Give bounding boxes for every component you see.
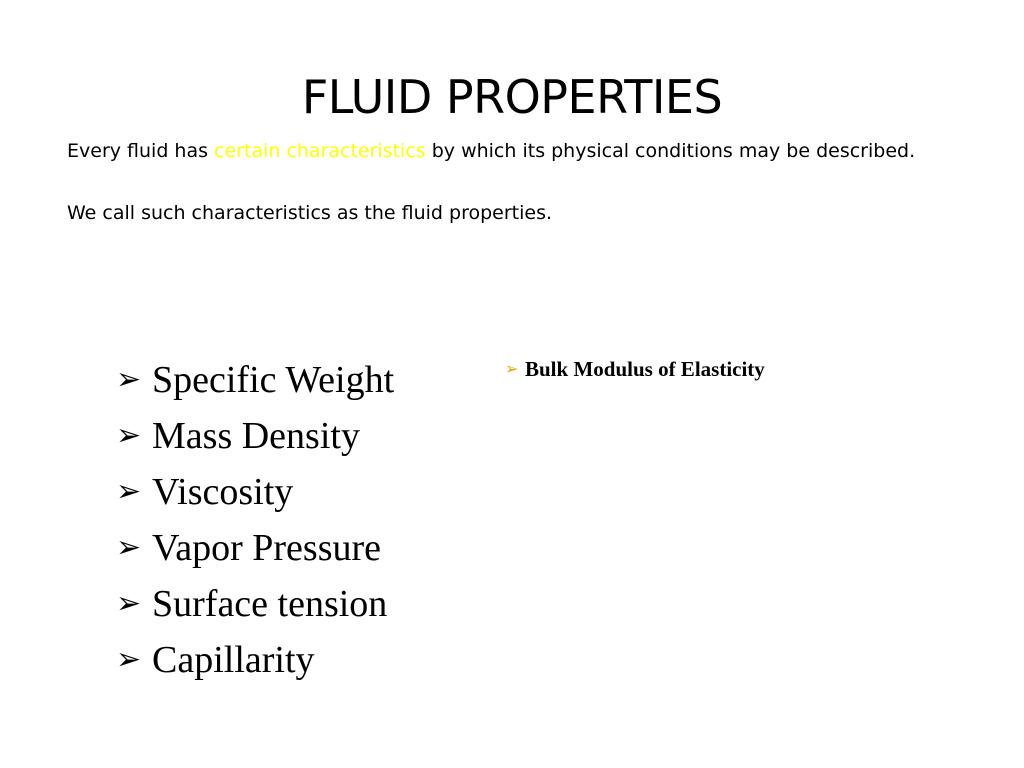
property-list-left <box>116 352 394 688</box>
arrowhead-bullet-icon: ➢ <box>116 418 142 453</box>
list-item <box>505 355 765 383</box>
property-list-right <box>505 355 765 383</box>
list-item <box>116 576 394 632</box>
highlighted-phrase: certain characteristics <box>214 140 426 162</box>
list-item <box>116 520 394 576</box>
slide-title: FLUID PROPERTIES <box>301 70 723 124</box>
list-item <box>116 352 394 408</box>
list-item <box>116 408 394 464</box>
list-item <box>116 632 394 688</box>
arrowhead-bullet-icon: ➢ <box>116 642 142 677</box>
list-item-label: Vapor Pressure <box>152 527 382 569</box>
arrowhead-bullet-icon: ➢ <box>116 474 142 509</box>
arrowhead-bullet-icon: ➢ <box>116 362 142 397</box>
arrowhead-bullet-icon: ➢ <box>505 359 519 378</box>
intro-text <box>67 136 927 229</box>
intro-paragraph-2: We call such characteristics as the fluid properties. <box>67 202 553 224</box>
intro-suffix: by which its physical conditions may be described. <box>425 140 916 162</box>
list-item-label: Capillarity <box>152 639 315 681</box>
intro-paragraph-1 <box>67 136 927 167</box>
list-item-label: Surface tension <box>152 583 388 625</box>
arrowhead-bullet-icon: ➢ <box>116 586 142 621</box>
paragraph-gap <box>67 167 927 198</box>
intro-prefix: Every fluid has <box>67 140 215 162</box>
list-item-label: Bulk Modulus of Elasticity <box>525 357 765 381</box>
list-item-label: Mass Density <box>152 415 360 457</box>
list-item-label: Specific Weight <box>152 359 395 401</box>
list-item-label: Viscosity <box>152 471 294 513</box>
list-item <box>116 464 394 520</box>
arrowhead-bullet-icon: ➢ <box>116 530 142 565</box>
